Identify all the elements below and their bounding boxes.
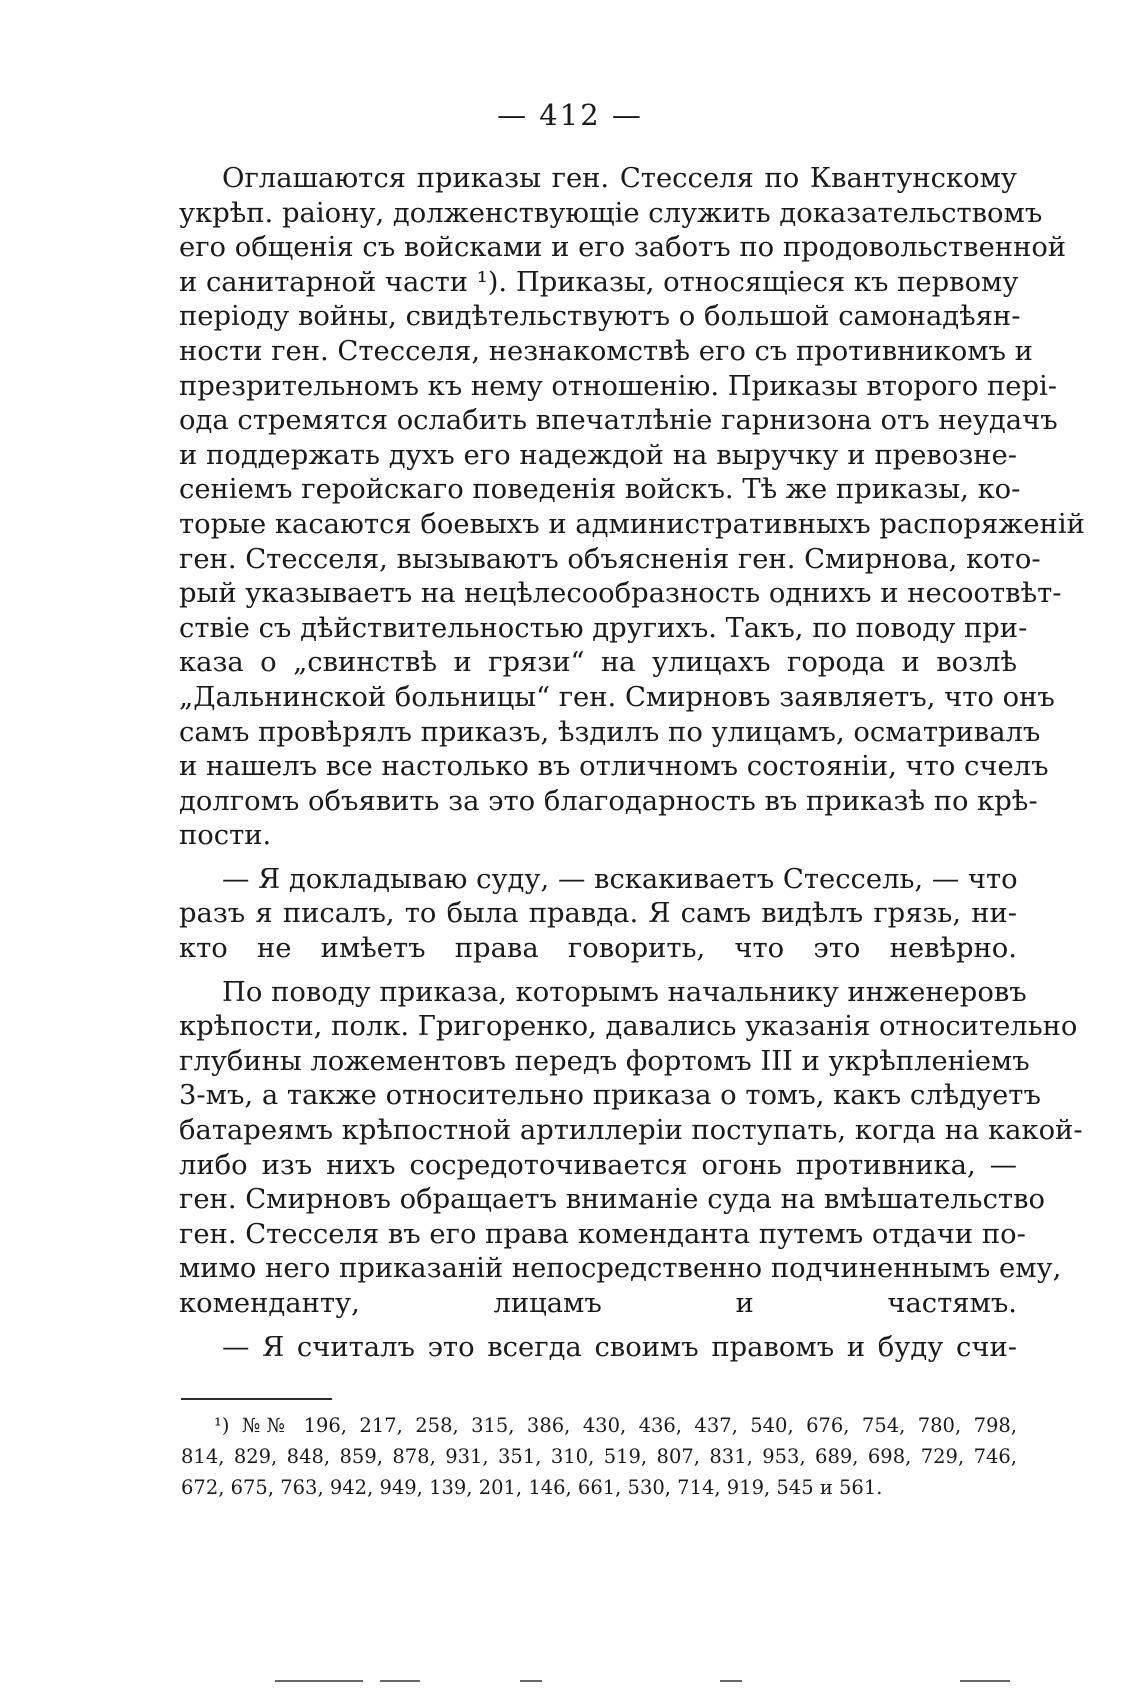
text-line: его общенія съ войсками и его заботъ по продовольственной bbox=[179, 232, 1067, 264]
text-line: самъ провѣрялъ приказъ, ѣздилъ по улицамъ, осматривалъ bbox=[179, 716, 1041, 748]
footnote-line: 672, 675, 763, 942, 949, 139, 201, 146, 661, 530, 714, 919, 545 и 561. bbox=[181, 1476, 883, 1499]
text-line: рый указываетъ на нецѣлесообразность однихъ и несоотвѣт- bbox=[179, 578, 1062, 610]
text-line: ности ген. Стесселя, незнакомствѣ его съ противникомъ и bbox=[179, 335, 1033, 367]
text-line: мимо него приказаній непосредственно подчиненнымъ ему, bbox=[179, 1253, 1062, 1285]
text-line: торые касаются боевыхъ и административныхъ распоряженій bbox=[179, 508, 1085, 540]
text-line: либо изъ нихъ сосредоточивается огонь противника, — bbox=[179, 1149, 1017, 1181]
text-line: и санитарной части ¹). Приказы, относящіеся къ первому bbox=[179, 266, 1019, 298]
paragraph-4 bbox=[179, 1331, 1017, 1366]
page-number: — 412 — bbox=[497, 98, 643, 132]
text-line: ген. Стесселя, вызываютъ объясненія ген. Смирнова, кото- bbox=[179, 543, 1041, 575]
text-line: ствіе съ дѣйствительностью другихъ. Такъ, по поводу при- bbox=[179, 612, 1028, 644]
text-line: кто не имѣетъ права говорить, что это невѣрно. bbox=[179, 933, 1017, 965]
text-line: коменданту, лицамъ и частямъ. bbox=[179, 1288, 1017, 1319]
paragraph-2 bbox=[179, 863, 1017, 967]
footnote-line: ¹) №№ 196, 217, 258, 315, 386, 430, 436, 437, 540, 676, 754, 780, 798, bbox=[214, 1414, 1017, 1437]
paragraph-3 bbox=[179, 976, 1083, 1322]
text-line: ген. Смирновъ обращаетъ вниманіе суда на вмѣшательство bbox=[179, 1184, 1045, 1216]
text-line: — Я считалъ это всегда своимъ правомъ и буду счи- bbox=[222, 1331, 1017, 1363]
text-line: 3-мъ, а также относительно приказа о томъ, какъ слѣдуетъ bbox=[179, 1080, 1041, 1112]
scan-edge-marks bbox=[0, 1680, 1140, 1690]
text-line: По поводу приказа, которымъ начальнику инженеровъ bbox=[222, 976, 1027, 1008]
main-text bbox=[179, 162, 1085, 1374]
text-line: пости. bbox=[179, 820, 272, 852]
text-line: глубины ложементовъ передъ фортомъ III и укрѣпленіемъ bbox=[179, 1045, 1030, 1077]
text-line: разъ я писалъ, то была правда. Я самъ видѣлъ грязь, ни- bbox=[179, 898, 1017, 930]
text-line: крѣпости, полк. Григоренко, давались указанія относительно bbox=[179, 1011, 1078, 1043]
text-line: Оглашаются приказы ген. Стесселя по Квантунскому bbox=[222, 163, 1017, 194]
text-line: ода стремятся ослабить впечатлѣніе гарнизона отъ неудачъ bbox=[179, 405, 1058, 437]
text-line: и нашелъ все настолько въ отличномъ состояніи, что счелъ bbox=[179, 751, 1049, 783]
text-line: батареямъ крѣпостной артиллеріи поступать, когда на какой- bbox=[179, 1115, 1083, 1147]
footnote-divider bbox=[181, 1398, 332, 1400]
text-line: каза о „свинствѣ и грязи“ на улицахъ города и возлѣ bbox=[179, 647, 1017, 679]
text-line: ген. Стесселя въ его права коменданта путемъ отдачи по- bbox=[179, 1218, 1026, 1250]
text-line: долгомъ объявить за это благодарность въ приказѣ по крѣ- bbox=[179, 785, 1038, 817]
paragraph-1 bbox=[179, 162, 1085, 854]
text-line: „Дальнинской больницы“ ген. Смирновъ заявляетъ, что онъ bbox=[179, 681, 1055, 713]
text-line: и поддержать духъ его надеждой на выручку и превозне- bbox=[179, 439, 1017, 471]
text-line: — Я докладываю суду, — вскакиваетъ Стессель, — что bbox=[222, 863, 1018, 895]
text-line: презрительномъ къ нему отношенію. Приказы второго пері- bbox=[179, 370, 1057, 402]
text-line: періоду войны, свидѣтельствуютъ о большой самонадѣян- bbox=[179, 301, 1021, 333]
footnote bbox=[181, 1410, 1017, 1503]
footnote-line: 814, 829, 848, 859, 878, 931, 351, 310, 519, 807, 831, 953, 689, 698, 729, 746, bbox=[181, 1445, 1017, 1468]
text-line: укрѣп. раіону, долженствующіе служить доказательствомъ bbox=[179, 197, 1043, 229]
text-line: сеніемъ геройскаго поведенія войскъ. Тѣ же приказы, ко- bbox=[179, 474, 1021, 506]
